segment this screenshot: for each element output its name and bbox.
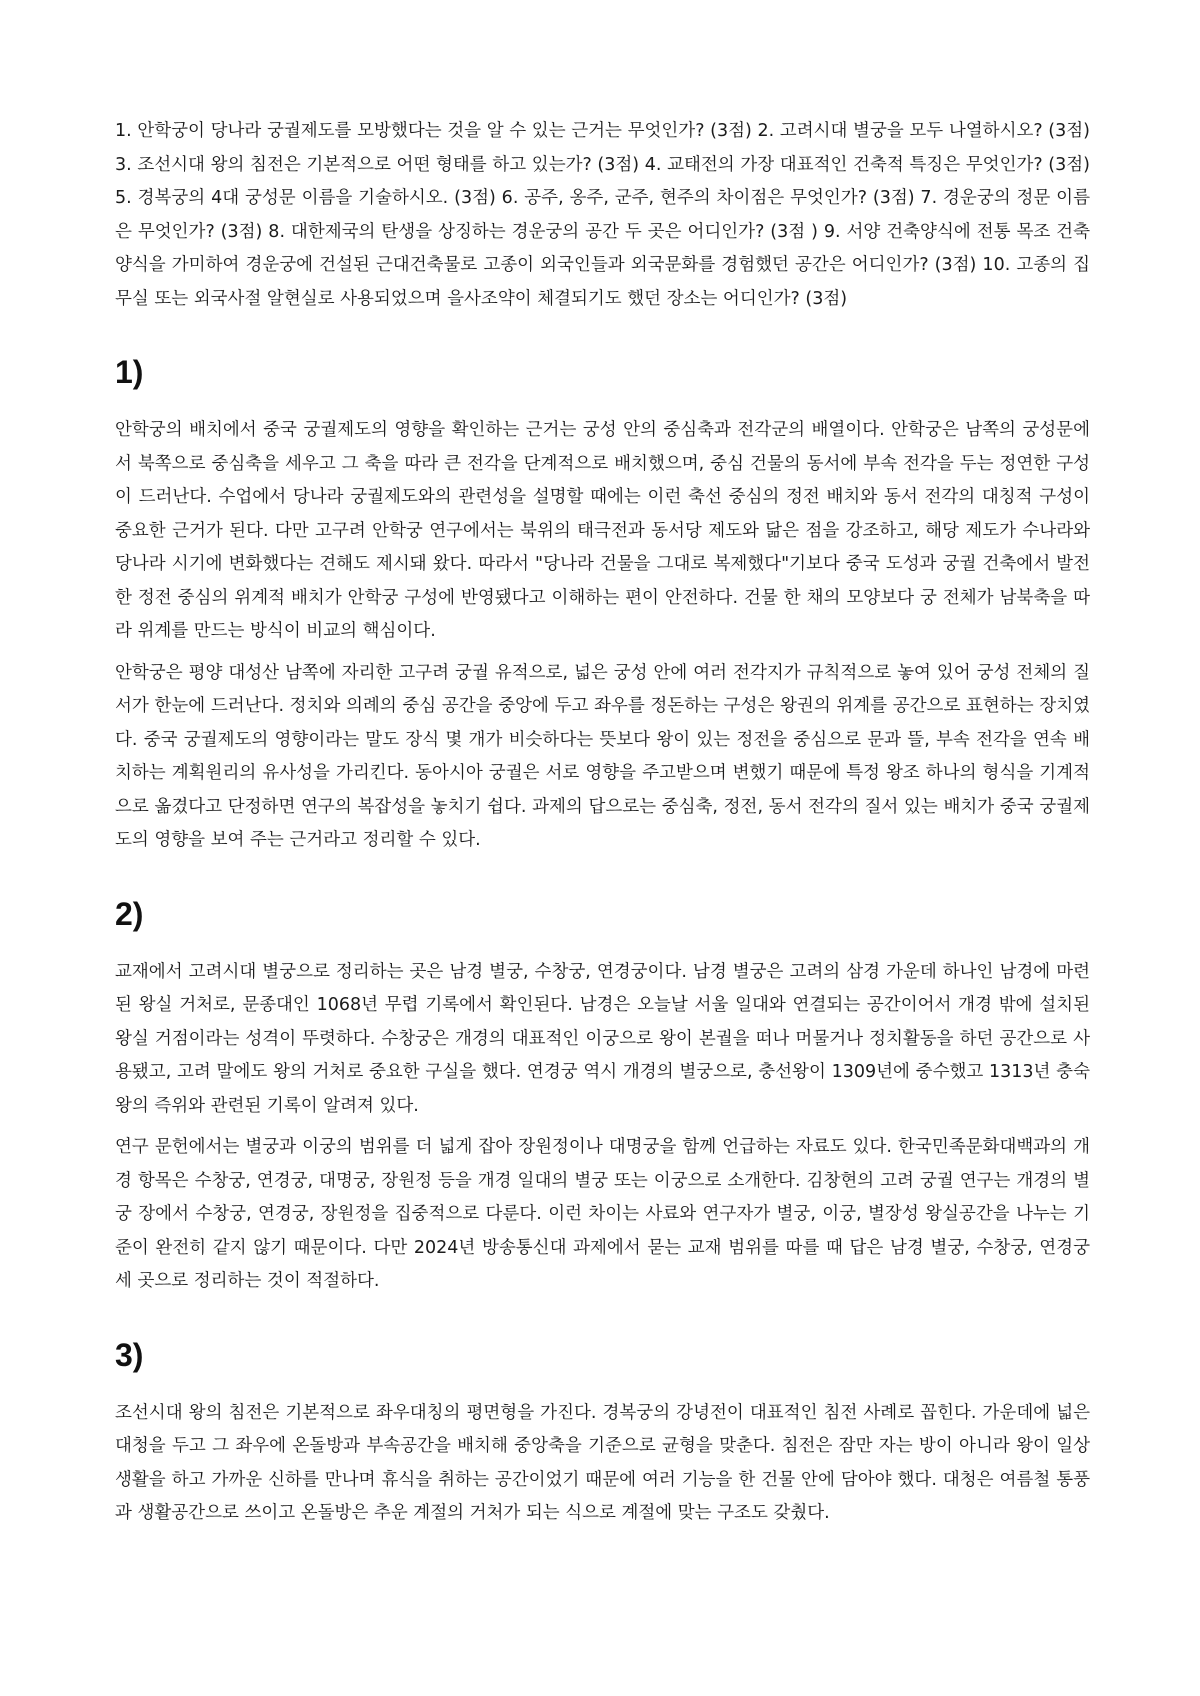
section-heading: 3)	[115, 1336, 144, 1373]
paragraph: 안학궁은 평양 대성산 남쪽에 자리한 고구려 궁궐 유적으로, 넓은 궁성 안에 여러 전각지가 규칙적으로 놓여 있어 궁성 전체의 질서가 한눈에 드러난다. 정치와 의례의 중심 공간을 중앙에 두고 좌우를 정돈하는 구성은 왕권의 위계를 공간으로 표현하는 장치였다. 중국 궁궐제도의 영향이라는 말도 장식 몇 개가 비슷하다는 뜻보다 왕이 있는 정전을 중심으로 문과 뜰, 부속 전각을 연속 배치하는 계획원리의 유사성을 가리킨다. 동아시아 궁궐은 서로 영향을 주고받으며 변했기 때문에 특정 왕조 하나의 형식을 기계적으로 옮겼다고 단정하면 연구의 복잡성을 놓치기 쉽다. 과제의 답으로는 중심축, 정전, 동서 전각의 질서 있는 배치가 중국 궁궐제도의 영향을 보여 주는 근거라고 정리할 수 있다.	[115, 662, 1090, 850]
section-heading: 1)	[115, 354, 144, 390]
assignment-questions: 1. 안학궁이 당나라 궁궐제도를 모방했다는 것을 알 수 있는 근거는 무엇인가? (3점) 2. 고려시대 별궁을 모두 나열하시오? (3점) 3. 조선시대 왕의 침전은 기본적으로 어떤 형태를 하고 있는가? (3점) 4. 교태전의 가장 대표적인 건축적 특징은 무엇인가? (3점) 5. 경복궁의 4대 궁성문 이름을 기술하시오. (3점) 6. 공주, 옹주, 군주, 현주의 차이점은 무엇인가? (3점) 7. 경운궁의 정문 이름은 무엇인가? (3점) 8. 대한제국의 탄생을 상징하는 경운궁의 공간 두 곳은 어디인가? (3점 ) 9. 서양 건축양식에 전통 목조 건축양식을 가미하여 경운궁에 건설된 근대건축물로 고종이 외국인들과 외국문화를 경험했던 공간은 어디인가? (3점) 10. 고종의 집무실 또는 외국사절 알현실로 사용되었으며 을사조약이 체결되기도 했던 장소는 어디인가? (3점)	[115, 121, 1090, 309]
answer-section-2	[115, 894, 1090, 1299]
paragraph: 교재에서 고려시대 별궁으로 정리하는 곳은 남경 별궁, 수창궁, 연경궁이다. 남경 별궁은 고려의 삼경 가운데 하나인 남경에 마련된 왕실 거처로, 문종대인 1068년 무렵 기록에서 확인된다. 남경은 오늘날 서울 일대와 연결되는 공간이어서 개경 밖에 설치된 왕실 거점이라는 성격이 뚜렷하다. 수창궁은 개경의 대표적인 이궁으로 왕이 본궐을 떠나 머물거나 정치활동을 하던 공간으로 사용됐고, 고려 말에도 왕의 거처로 중요한 구실을 했다. 연경궁 역시 개경의 별궁으로, 충선왕이 1309년에 중수했고 1313년 충숙왕의 즉위와 관련된 기록이 알려져 있다.	[115, 961, 1090, 1116]
section-heading: 2)	[115, 895, 144, 932]
paragraph: 안학궁의 배치에서 중국 궁궐제도의 영향을 확인하는 근거는 궁성 안의 중심축과 전각군의 배열이다. 안학궁은 남쪽의 궁성문에서 북쪽으로 중심축을 세우고 그 축을 따라 큰 전각을 단계적으로 배치했으며, 중심 건물의 동서에 부속 전각을 두는 정연한 구성이 드러난다. 수업에서 당나라 궁궐제도와의 관련성을 설명할 때에는 이런 축선 중심의 정전 배치와 동서 전각의 대칭적 구성이 중요한 근거가 된다. 다만 고구려 안학궁 연구에서는 북위의 태극전과 동서당 제도와 닮은 점을 강조하고, 해당 제도가 수나라와 당나라 시기에 변화했다는 견해도 제시돼 왔다. 따라서 "당나라 건물을 그대로 복제했다"기보다 중국 도성과 궁궐 건축에서 발전한 정전 중심의 위계적 배치가 안학궁 구성에 반영됐다고 이해하는 편이 안전하다. 건물 한 채의 모양보다 궁 전체가 남북축을 따라 위계를 만드는 방식이 비교의 핵심이다.	[115, 420, 1090, 641]
paragraph: 조선시대 왕의 침전은 기본적으로 좌우대칭의 평면형을 가진다. 경복궁의 강녕전이 대표적인 침전 사례로 꼽힌다. 가운데에 넓은 대청을 두고 그 좌우에 온돌방과 부속공간을 배치해 중앙축을 기준으로 균형을 맞춘다. 침전은 잠만 자는 방이 아니라 왕이 일상생활을 하고 가까운 신하를 만나며 휴식을 취하는 공간이었기 때문에 여러 기능을 한 건물 안에 담아야 했다. 대청은 여름철 통풍과 생활공간으로 쓰이고 온돌방은 추운 계절의 거처가 되는 식으로 계절에 맞는 구조도 갖췄다.	[115, 1402, 1090, 1523]
paragraph: 연구 문헌에서는 별궁과 이궁의 범위를 더 넓게 잡아 장원정이나 대명궁을 함께 언급하는 자료도 있다. 한국민족문화대백과의 개경 항목은 수창궁, 연경궁, 대명궁, 장원정 등을 개경 일대의 별궁 또는 이궁으로 소개한다. 김창현의 고려 궁궐 연구는 개경의 별궁 장에서 수창궁, 연경궁, 장원정을 집중적으로 다룬다. 이런 차이는 사료와 연구자가 별궁, 이궁, 별장성 왕실공간을 나누는 기준이 완전히 같지 않기 때문이다. 다만 2024년 방송통신대 과제에서 묻는 교재 범위를 따를 때 답은 남경 별궁, 수창궁, 연경궁 세 곳으로 정리하는 것이 적절하다.	[115, 1137, 1090, 1291]
document-page	[115, 115, 1090, 1539]
answer-section-3	[115, 1335, 1090, 1531]
answer-section-1	[115, 352, 1090, 858]
